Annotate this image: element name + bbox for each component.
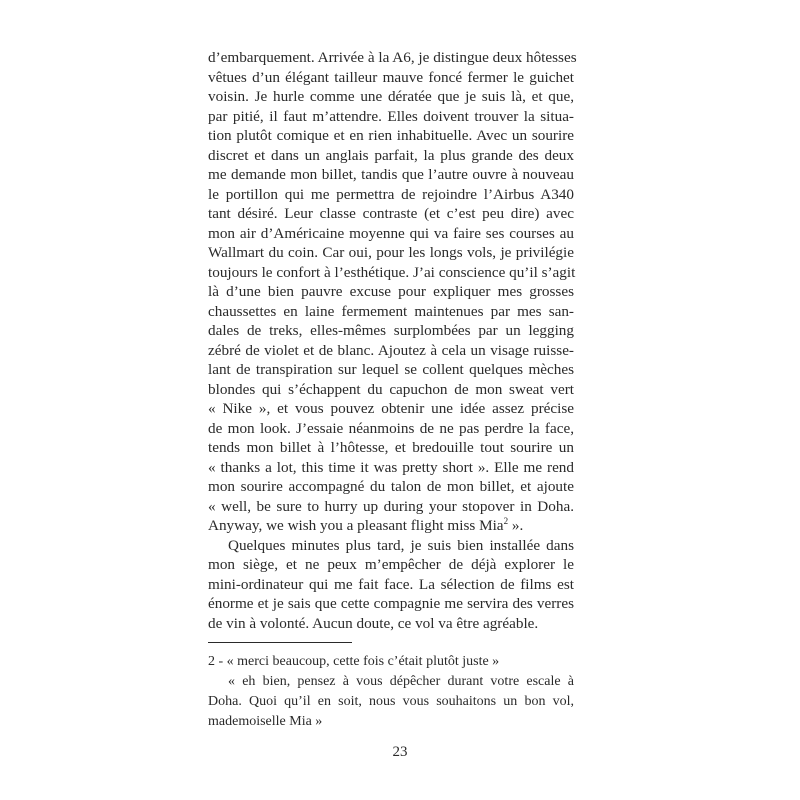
text-line: mon sourire accompagné du talon de mon billet, et ajoute [208,478,574,495]
text-line: discret et dans un anglais parfait, la plus grande des deux [208,146,574,164]
text-line: vêtues d’un élégant tailleur mauve foncé fermer le guichet [208,68,574,86]
text-line: tion plutôt comique et en rien inhabituelle. Avec un sourire [208,127,574,144]
footnote-reference: 2 [503,516,509,526]
text-line: par pitié, il faut m’attendre. Elles doivent trouver la situa- [208,107,574,125]
text-line: dales de treks, elles-mêmes surplombées par un legging [208,322,574,339]
text-line: mon siège, et ne peux m’empêcher de déjà explorer le [208,556,574,573]
footnote-line: mademoiselle Mia » [208,714,323,729]
text-line: me demande mon billet, tandis que l’autre ouvre à nouveau [208,166,574,183]
text-line: tant désiré. Leur classe contraste (et c’est peu dire) avec [208,205,574,222]
text-line: « thanks a lot, this time it was pretty short ». Elle me rend [208,458,574,476]
text-line: voisin. Je hurle comme une dératée que je suis là, et que, [208,88,574,105]
text-line: d’embarquement. Arrivée à la A6, je distingue deux hôtesses [208,49,577,66]
text-line: énorme et je sais que cette compagnie me servira des verres [208,595,574,612]
text-line: mini-ordinateur qui me fait face. La sélection de films est [208,575,574,593]
footnote-line: Doha. Quoi qu’il en soit, nous vous souhaitons un bon vol, [208,694,574,709]
text-line: Anyway, we wish you a pleasant flight miss Mia [208,517,504,534]
closing-quote: ». [508,517,524,534]
text-line-with-footnote [208,516,574,536]
text-line: Wallmart du coin. Car oui, pour les longs vols, je privilégie [208,244,574,261]
footnote-line: 2 - « merci beaucoup, cette fois c’était plutôt juste » [208,654,500,669]
text-line: chaussettes en laine fermement maintenues par mes san- [208,302,574,320]
footnote-separator [208,642,352,643]
text-line: mon air d’Américaine moyenne qui va faire ses courses au [208,224,574,242]
footnote-line: « eh bien, pensez à vous dépêcher durant votre escale à [228,674,574,689]
page-number: 23 [392,744,408,760]
text-line: de mon look. J’essaie néanmoins de ne pas perdre la face, [208,419,574,437]
text-line: zébré de violet et de blanc. Ajoutez à cela un visage ruisse- [208,341,574,359]
text-line: blondes qui s’échappent du capuchon de mon sweat vert [208,380,574,398]
text-line: là d’une bien pauvre excuse pour expliquer mes grosses [208,283,574,300]
text-line: tends mon billet à l’hôtesse, et bredouille tout sourire un [208,439,574,456]
text-line: de vin à volonté. Aucun doute, ce vol va être agréable. [208,614,539,632]
text-line: « well, be sure to hurry up during your stopover in Doha. [208,497,574,515]
text-line: « Nike », et vous pouvez obtenir une idée assez précise [208,400,574,417]
text-line: lant de transpiration sur lequel se collent quelques mèches [208,361,574,378]
text-line: toujours le confort à l’esthétique. J’ai conscience qu’il s’agit [208,263,576,281]
text-line: le portillon qui me permettra de rejoindre l’Airbus A340 [208,185,574,203]
text-line: Quelques minutes plus tard, je suis bien installée dans [228,536,574,554]
